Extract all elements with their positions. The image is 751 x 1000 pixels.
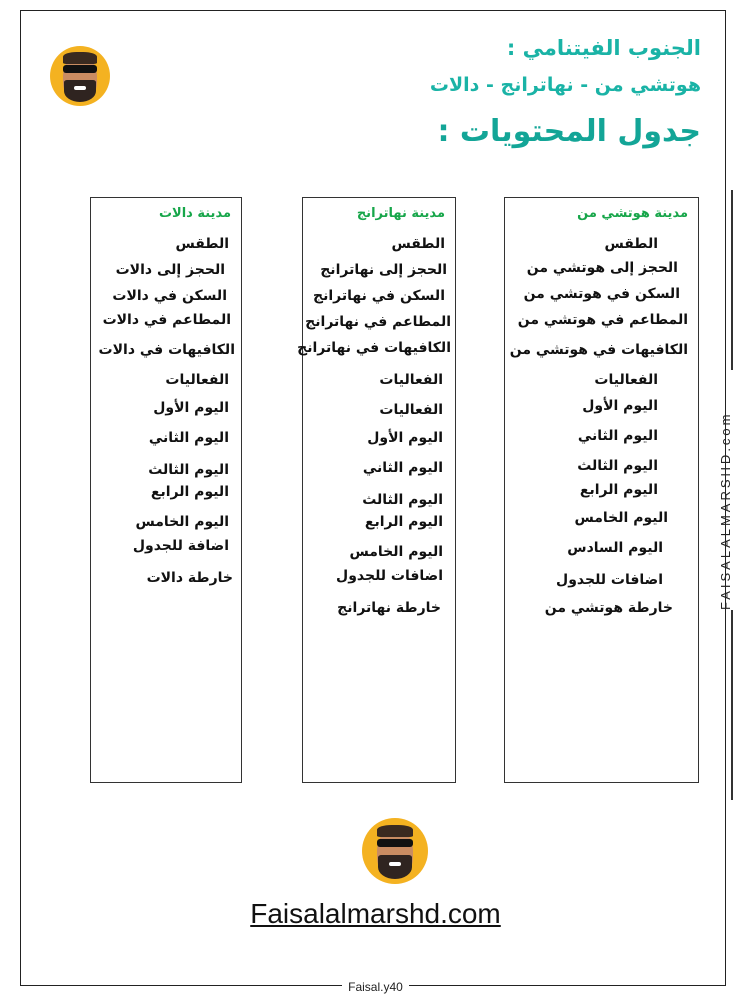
column-hochiminh <box>504 197 699 783</box>
side-line-top <box>731 190 733 370</box>
list-item: اليوم الثالث <box>362 492 443 508</box>
list-item: الكافيهات في هوتشي من <box>509 342 688 358</box>
list-item: الحجز إلى نهاترانج <box>320 262 447 278</box>
list-item: اليوم الأول <box>367 430 443 446</box>
list-item: الفعاليات <box>165 372 229 388</box>
column-nhatrang-title: مدينة نهاترانج <box>356 206 445 221</box>
list-item: اليوم الأول <box>153 400 229 416</box>
column-dalat <box>90 197 242 783</box>
list-item: اضافات للجدول <box>336 568 443 584</box>
list-item: الفعاليات <box>594 372 658 388</box>
column-nhatrang <box>297 197 456 783</box>
list-item: خارطة دالات <box>146 570 233 586</box>
side-line-bottom <box>731 610 733 800</box>
list-item: الكافيهات في دالات <box>98 342 235 358</box>
toc-heading: جدول المحتويات : <box>437 114 701 149</box>
avatar-bottom <box>362 818 428 884</box>
list-item: خارطة نهاترانج <box>337 600 441 616</box>
list-item: الكافيهات في نهاترانج <box>297 340 451 356</box>
list-item: السكن في هوتشي من <box>523 286 680 302</box>
list-item: السكن في دالات <box>112 288 227 304</box>
footer-signature: Faisal.y40 <box>0 976 751 995</box>
list-item: الطقس <box>604 236 658 252</box>
column-dalat-title: مدينة دالات <box>158 206 231 221</box>
list-item: الحجز إلى دالات <box>115 262 225 278</box>
list-item: اليوم الرابع <box>364 514 443 530</box>
avatar-top <box>50 46 110 106</box>
list-item: الفعاليات <box>379 402 443 418</box>
list-item: اضافات للجدول <box>556 572 663 588</box>
list-item: اليوم الثالث <box>577 458 658 474</box>
list-item: اضافة للجدول <box>132 538 229 554</box>
list-item: اليوم الثاني <box>148 430 229 446</box>
list-item: اليوم الرابع <box>150 484 229 500</box>
list-item: اليوم الخامس <box>574 510 668 526</box>
list-item: المطاعم في نهاترانج <box>305 314 451 330</box>
region-title: الجنوب الفيتنامي : <box>506 36 701 60</box>
list-item: اليوم الأول <box>582 398 658 414</box>
list-item: اليوم الخامس <box>135 514 229 530</box>
list-item: اليوم الخامس <box>349 544 443 560</box>
list-item: الطقس <box>391 236 445 252</box>
list-item: الحجز إلى هوتشي من <box>526 260 678 276</box>
list-item: اليوم الثالث <box>148 462 229 478</box>
list-item: اليوم الثاني <box>362 460 443 476</box>
list-item: اليوم الثاني <box>577 428 658 444</box>
list-item: اليوم السادس <box>567 540 663 556</box>
list-item: الطقس <box>175 236 229 252</box>
cities-subtitle: هوتشي من - نهاترانج - دالات <box>429 74 701 96</box>
list-item: المطاعم في هوتشي من <box>517 312 688 328</box>
list-item: السكن في نهاترانج <box>313 288 445 304</box>
side-brand-text: FAISALALMARSHD.com <box>718 411 733 610</box>
list-item: خارطة هوتشي من <box>544 600 673 616</box>
list-item: اليوم الرابع <box>579 482 658 498</box>
website-link[interactable]: Faisalalmarshd.com <box>250 898 501 929</box>
list-item: الفعاليات <box>379 372 443 388</box>
list-item: المطاعم في دالات <box>102 312 231 328</box>
column-hochiminh-title: مدينة هوتشي من <box>577 206 688 221</box>
